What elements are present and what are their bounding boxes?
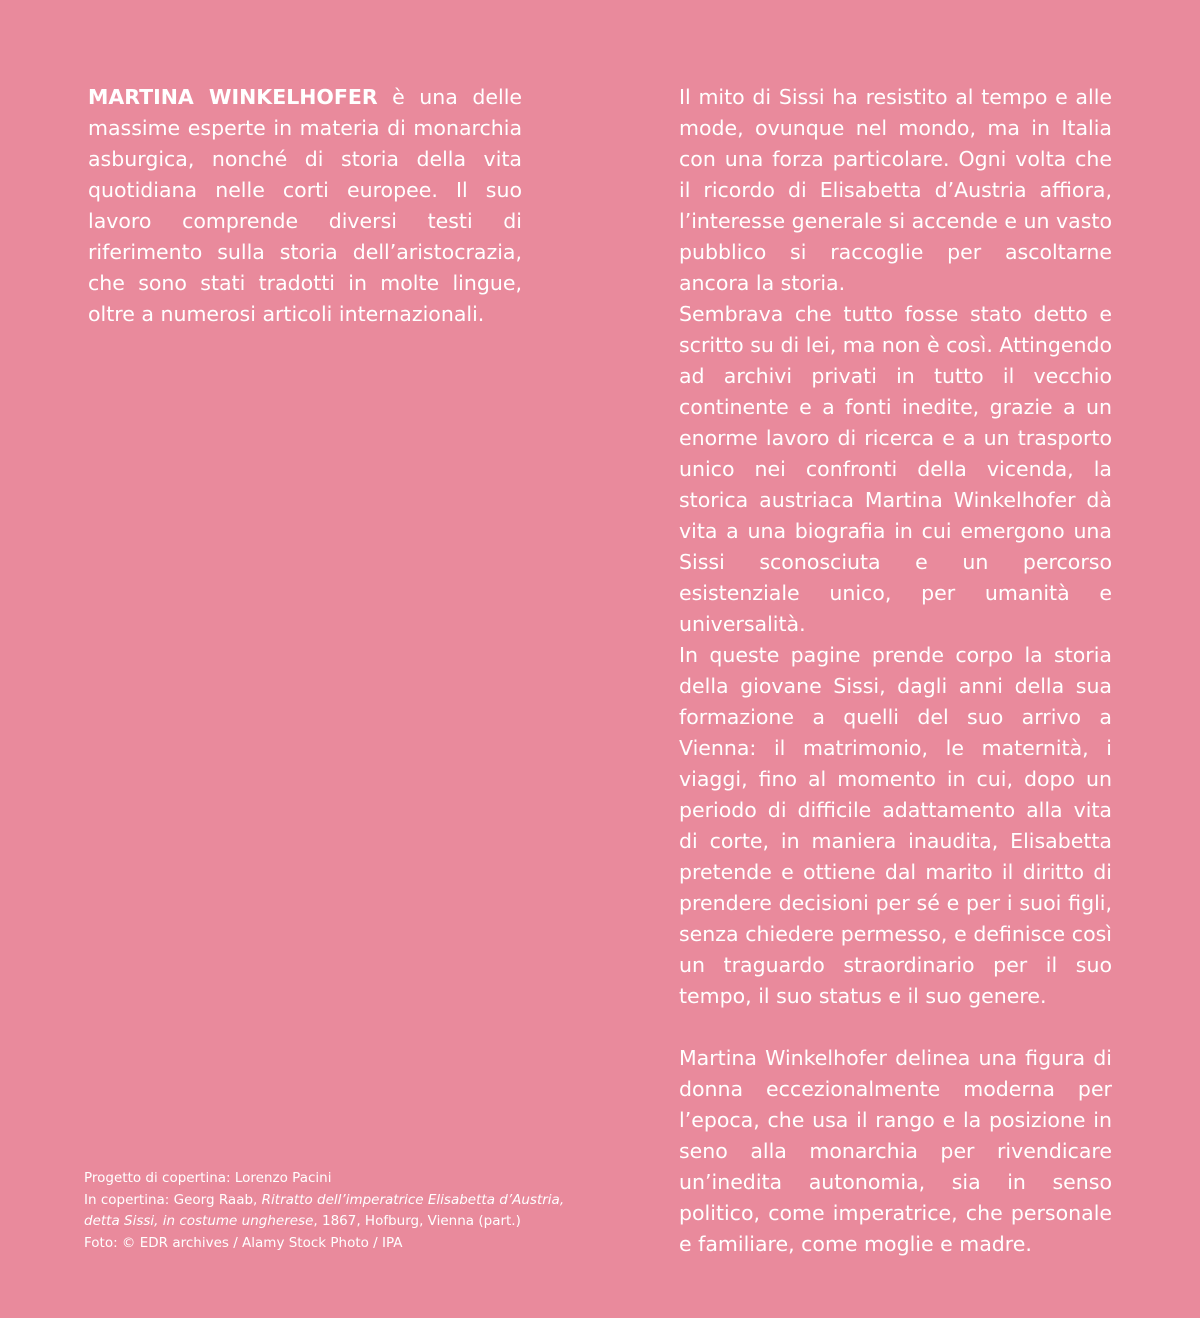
author-name: MARTINA WINKELHOFER (88, 85, 378, 109)
cover-image-credit-line1 (84, 1190, 565, 1212)
cover-image-credit-line2 (84, 1211, 534, 1233)
blurb-paragraph-2: Sembrava che tutto fosse stato detto e scritto su di lei, ma non è così. Attingendo ad archivi privati in tutto il vecchio continente e a fonti inedite, grazie a un enorme lavoro di ricerca e a un trasporto unico nei confronti della vicenda, la storica austriaca Martina Winkelhofer dà vita a una biografia in cui emergono una Sissi sconosciuta e un percorso esistenziale unico, per umanità e universalità. (679, 302, 1112, 636)
author-bio-section (88, 82, 522, 330)
author-bio (88, 82, 522, 330)
cover-design-credit: Progetto di copertina: Lorenzo Pacini (84, 1170, 332, 1186)
photo-credit: Foto: © EDR archives / Alamy Stock Photo / IPA (84, 1234, 403, 1251)
cover-credits (84, 1168, 565, 1254)
author-bio-text: è una delle massime esperte in materia di monarchia asburgica, nonché di storia della vita quotidiana nelle corti europee. Il suo lavoro comprende diversi testi di riferimento sulla storia dell’aristocrazia, che sono stati tradotti in molte lingue, oltre a numerosi articoli internazionali. (88, 85, 523, 326)
blurb-paragraph-3: In queste pagine prende corpo la storia della giovane Sissi, dagli anni della sua formazione a quelli del suo arrivo a Vienna: il matrimonio, le maternità, i viaggi, fino al momento in cui, dopo un periodo di difficile adattamento alla vita di corte, in maniera inaudita, Elisabetta pretende e ottiene dal marito il diritto di prendere decisioni per sé e per i suoi figli, senza chiedere permesso, e definisce così un traguardo straordinario per il suo tempo, il suo status e il suo genere. (679, 643, 1112, 1008)
blurb-paragraph-1: Il mito di Sissi ha resistito al tempo e alle mode, ovunque nel mondo, ma in Italia con una forza particolare. Ogni volta che il ricordo di Elisabetta d’Austria affiora, l’interesse generale si accende e un vasto pubblico si raccoglie per ascoltarne ancora la storia. (679, 85, 1113, 295)
cover-image-credit-prefix: In copertina: Georg Raab, (84, 1191, 262, 1208)
cover-artwork-title-part1: Ritratto dell’imperatrice Elisabetta d’Austria, (261, 1191, 565, 1208)
book-blurb-section (679, 82, 1112, 1260)
cover-artwork-title-part2: detta Sissi, in costume ungherese (84, 1213, 314, 1229)
blurb-paragraph-4: Martina Winkelhofer delinea una figura di donna eccezionalmente moderna per l’epoca, che usa il rango e la posizione in seno alla monarchia per rivendicare un’inedita autonomia, sia in senso politico, come imperatrice, che personale e familiare, come moglie e madre. (679, 1046, 1112, 1256)
cover-artwork-details: , 1867, Hofburg, Vienna (part.) (313, 1213, 521, 1229)
